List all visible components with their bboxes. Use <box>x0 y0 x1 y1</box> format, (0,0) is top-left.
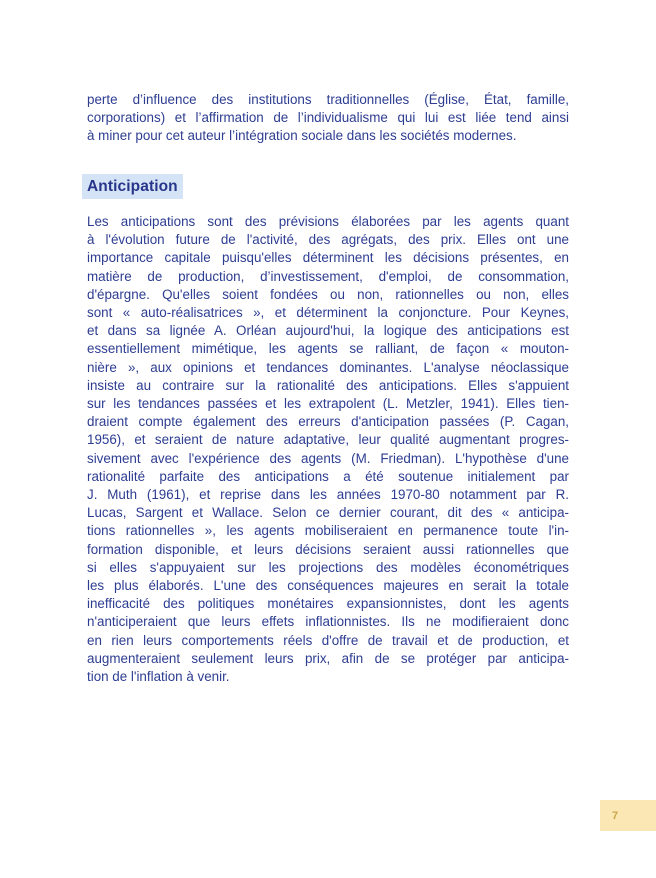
text-line: à l'évolution future de l'activité, des agrégats, des prix. Elles ont une <box>87 232 569 248</box>
text-line: Les anticipations sont des prévisions élaborées par les agents quant <box>87 214 569 229</box>
text-line: sur les tendances passées et les extrapolent (L. Metzler, 1941). Elles tien- <box>87 396 569 412</box>
text-line: tions rationnelles », les agents mobiliseraient en permanence toute l'in- <box>87 523 569 539</box>
text-line: draient compte également des erreurs d'anticipation passées (P. Cagan, <box>87 414 569 430</box>
text-line: corporations) et l’affirmation de l’individualisme qui lui est liée tend ainsi <box>87 110 569 126</box>
text-line: sivement avec l'expérience des agents (M. Friedman). L'hypothèse d'une <box>87 450 569 466</box>
text-line: J. Muth (1961), et reprise dans les années 1970-80 notamment par R. <box>87 487 569 503</box>
section-title: Anticipation <box>87 177 178 195</box>
text-line: et dans sa lignée A. Orléan aujourd'hui, la logique des anticipations est <box>87 323 569 339</box>
page-number: 7 <box>612 809 619 822</box>
text-line: si elles s'appuyaient sur les projections des modèles économétriques <box>87 559 569 575</box>
intro-paragraph <box>87 91 569 146</box>
text-line: importance capitale puisqu'elles déterminent les décisions présentes, en <box>87 250 569 266</box>
text-line: sont « auto-réalisatrices », et déterminent la conjoncture. Pour Keynes, <box>87 305 569 321</box>
text-line: en rien leurs comportements réels d'offre de travail et de production, et <box>87 632 569 648</box>
text-line: d'épargne. Qu'elles soient fondées ou non, rationnelles ou non, elles <box>87 286 569 302</box>
body-paragraph <box>87 213 569 686</box>
text-line: augmenteraient seulement leurs prix, afin de se protéger par anticipa- <box>87 650 569 666</box>
page-number-tab <box>600 800 656 831</box>
text-line: formation disponible, et leurs décisions seraient aussi rationnelles que <box>87 541 569 557</box>
text-line: essentiellement mimétique, les agents se ralliant, de façon « mouton- <box>87 341 569 357</box>
text-line: rationalité parfaite des anticipations a été soutenue initialement par <box>87 468 569 484</box>
text-line: insiste au contraire sur la rationalité des anticipations. Elles s'appuient <box>87 377 569 393</box>
text-line: inefficacité des politiques monétaires expansionnistes, dont les agents <box>87 596 569 612</box>
text-line: nière », aux opinions et tendances dominantes. L'analyse néoclassique <box>87 359 569 375</box>
text-line: n'anticiperaient que leurs effets inflationnistes. Ils ne modifieraient donc <box>87 614 569 630</box>
text-line: Lucas, Sargent et Wallace. Selon ce dernier courant, dit des « anticipa- <box>87 505 569 521</box>
text-line: à miner pour cet auteur l’intégration sociale dans les sociétés modernes. <box>87 128 517 144</box>
section-heading <box>82 174 183 199</box>
text-line: tion de l'inflation à venir. <box>87 669 230 685</box>
text-line: les plus élaborés. L'une des conséquences majeures en serait la totale <box>87 578 569 594</box>
text-line: matière de production, d’investissement, d'emploi, de consommation, <box>87 268 569 284</box>
text-line: 1956), et seraient de nature adaptative, leur qualité augmentant progres- <box>87 432 569 448</box>
text-line: perte d’influence des institutions traditionnelles (Église, État, famille, <box>87 92 569 107</box>
